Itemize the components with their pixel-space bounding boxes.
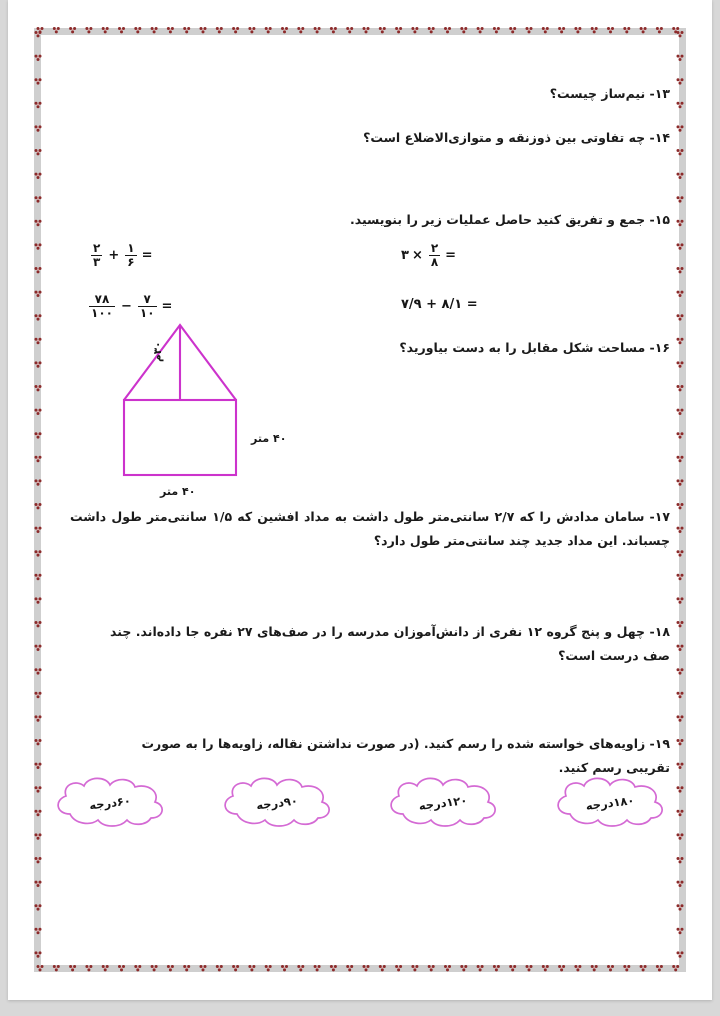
plus-operator: + bbox=[108, 247, 120, 263]
fraction-seventyeight-hundredths bbox=[89, 293, 115, 320]
figure-label-right-side: ۴۰ متر bbox=[251, 432, 287, 445]
expression-decimal-addition: ۷/۹ + ۸/۱ = bbox=[401, 297, 478, 312]
angle-cloud-90[interactable] bbox=[215, 774, 339, 832]
question-17: ۱۷- سامان مدادش را که ۲/۷ سانتی‌متر طول داشت به مداد افشین که ۱/۵ سانتی‌متر طول داشت چسباند. این مداد جدید چند سانتی‌متر طول دارد؟ bbox=[70, 509, 670, 549]
question-15: ۱۵- جمع و تفریق کنید حاصل عملیات زیر را بنویسید. bbox=[349, 212, 670, 227]
angle-label: ۹۰درجه bbox=[255, 793, 299, 813]
angle-label: ۱۸۰درجه bbox=[584, 793, 636, 813]
expression-add-fractions bbox=[88, 242, 152, 269]
fraction-denominator: ۱۰ bbox=[139, 305, 155, 320]
equals-sign: = bbox=[161, 298, 173, 314]
figure-label-roof-height: ۳۰م bbox=[152, 341, 164, 362]
angle-label: ۱۲۰درجه bbox=[418, 793, 469, 813]
page-sheet bbox=[8, 0, 712, 1000]
question-16: ۱۶- مساحت شکل مقابل را به دست بیاورید؟ bbox=[399, 340, 670, 355]
house-rectangle bbox=[124, 400, 236, 475]
house-shape-figure bbox=[108, 318, 328, 493]
question-14: ۱۴- چه تفاوتی بین ذوزنقه و متوازی‌الاضلاع است؟ bbox=[363, 130, 670, 145]
expression-subtract-fractions bbox=[86, 293, 172, 320]
fraction-denominator: ۸ bbox=[430, 254, 439, 269]
multiply-factor: ۳ bbox=[401, 247, 409, 263]
angle-cloud-120[interactable] bbox=[381, 774, 505, 832]
angle-cloud-180[interactable] bbox=[548, 774, 672, 832]
fraction-numerator: ۲ bbox=[93, 241, 101, 255]
question-19: ۱۹- زاویه‌های خواسته شده را رسم کنید. (در صورت نداشتن نقاله، زاویه‌ها را به صورت تقریبی رسم کنید. bbox=[141, 736, 670, 776]
angle-label: ۶۰درجه bbox=[88, 793, 132, 813]
fraction-denominator: ۳ bbox=[93, 254, 101, 269]
question-18: ۱۸- چهل و پنج گروه ۱۲ نفری از دانش‌آموزان مدرسه را در صف‌های ۲۷ نفره جا داده‌اند. چند صف درست است؟ bbox=[110, 624, 670, 664]
fraction-seven-tenths bbox=[138, 293, 157, 320]
multiply-operator: × bbox=[411, 247, 423, 263]
minus-operator: − bbox=[120, 298, 132, 314]
fraction-numerator: ۷ bbox=[143, 292, 151, 306]
equals-sign: = bbox=[445, 247, 457, 263]
fraction-denominator: ۶ bbox=[127, 254, 135, 269]
fraction-numerator: ۲ bbox=[430, 241, 439, 255]
fraction-two-thirds bbox=[91, 242, 102, 269]
fraction-numerator: ۱ bbox=[127, 241, 135, 255]
worksheet-page bbox=[8, 0, 712, 1000]
question-13: ۱۳- نیم‌ساز چیست؟ bbox=[549, 86, 670, 101]
angle-cloud-60[interactable] bbox=[48, 774, 172, 832]
expression-multiply-fraction bbox=[401, 242, 456, 269]
figure-label-bottom-side: ۴۰ متر bbox=[160, 485, 196, 498]
fraction-two-eighths bbox=[429, 242, 440, 269]
angle-cloud-list bbox=[48, 772, 672, 834]
equals-sign: = bbox=[141, 247, 153, 263]
fraction-numerator: ۷۸ bbox=[94, 292, 110, 306]
fraction-one-sixth bbox=[125, 242, 136, 269]
fraction-denominator: ۱۰۰ bbox=[91, 305, 113, 320]
